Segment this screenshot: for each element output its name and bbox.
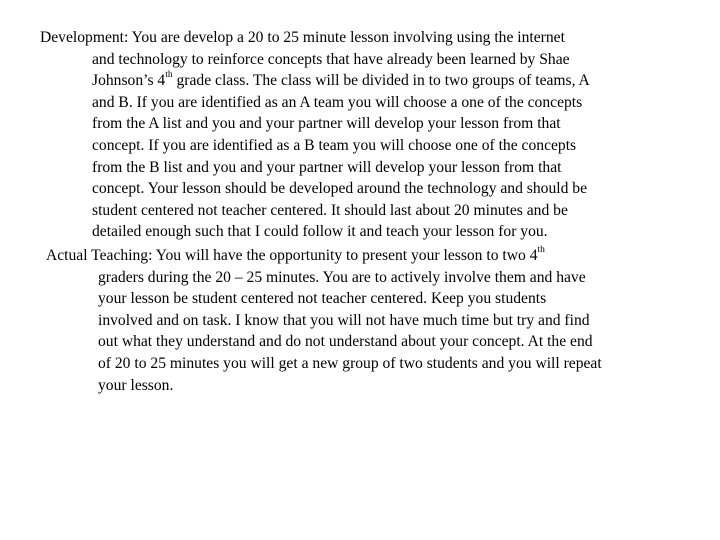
development-line-9: student centered not teacher centered. It should last about 20 minutes and be: [92, 201, 568, 219]
actual-teaching-paragraph: [46, 245, 602, 396]
ordinal-suffix: th: [165, 70, 173, 80]
teaching-line-5: out what they understand and do not understand about your concept. At the end: [98, 333, 593, 351]
ordinal-suffix: th: [537, 244, 545, 255]
development-line-8: concept. Your lesson should be developed around the technology and should be: [92, 180, 588, 198]
development-line-3-start: Johnson’s 4: [92, 72, 166, 90]
teaching-line-3: your lesson be student centered not teacher centered. Keep you students: [98, 290, 547, 308]
development-line-7: from the B list and you and your partner will develop your lesson from that: [92, 158, 562, 176]
development-line-3: [40, 70, 590, 92]
development-line-5: from the A list and you and your partner will develop your lesson from that: [92, 115, 561, 133]
teaching-line-7: your lesson.: [98, 376, 174, 394]
teaching-line-1: [46, 245, 602, 267]
development-line-4: and B. If you are identified as an A team you will choose a one of the concepts: [92, 93, 583, 111]
teaching-line-1-text: Actual Teaching: You will have the opportunity to present your lesson to two 4: [46, 247, 538, 264]
development-line-3-end: grade class. The class will be divided in to two groups of teams, A: [172, 72, 590, 90]
teaching-line-6: of 20 to 25 minutes you will get a new group of two students and you will repeat: [98, 354, 602, 372]
development-line-1: Development: You are develop a 20 to 25 minute lesson involving using the internet: [40, 29, 565, 46]
development-paragraph: [40, 27, 590, 243]
development-line-2: and technology to reinforce concepts that have already been learned by Shae: [92, 50, 570, 68]
development-line-6: concept. If you are identified as a B team you will choose one of the concepts: [92, 136, 577, 154]
teaching-line-2: graders during the 20 – 25 minutes. You are to actively involve them and have: [98, 268, 586, 286]
development-line-10: detailed enough such that I could follow it and teach your lesson for you.: [92, 223, 548, 241]
teaching-line-4: involved and on task. I know that you will not have much time but try and find: [98, 311, 590, 329]
